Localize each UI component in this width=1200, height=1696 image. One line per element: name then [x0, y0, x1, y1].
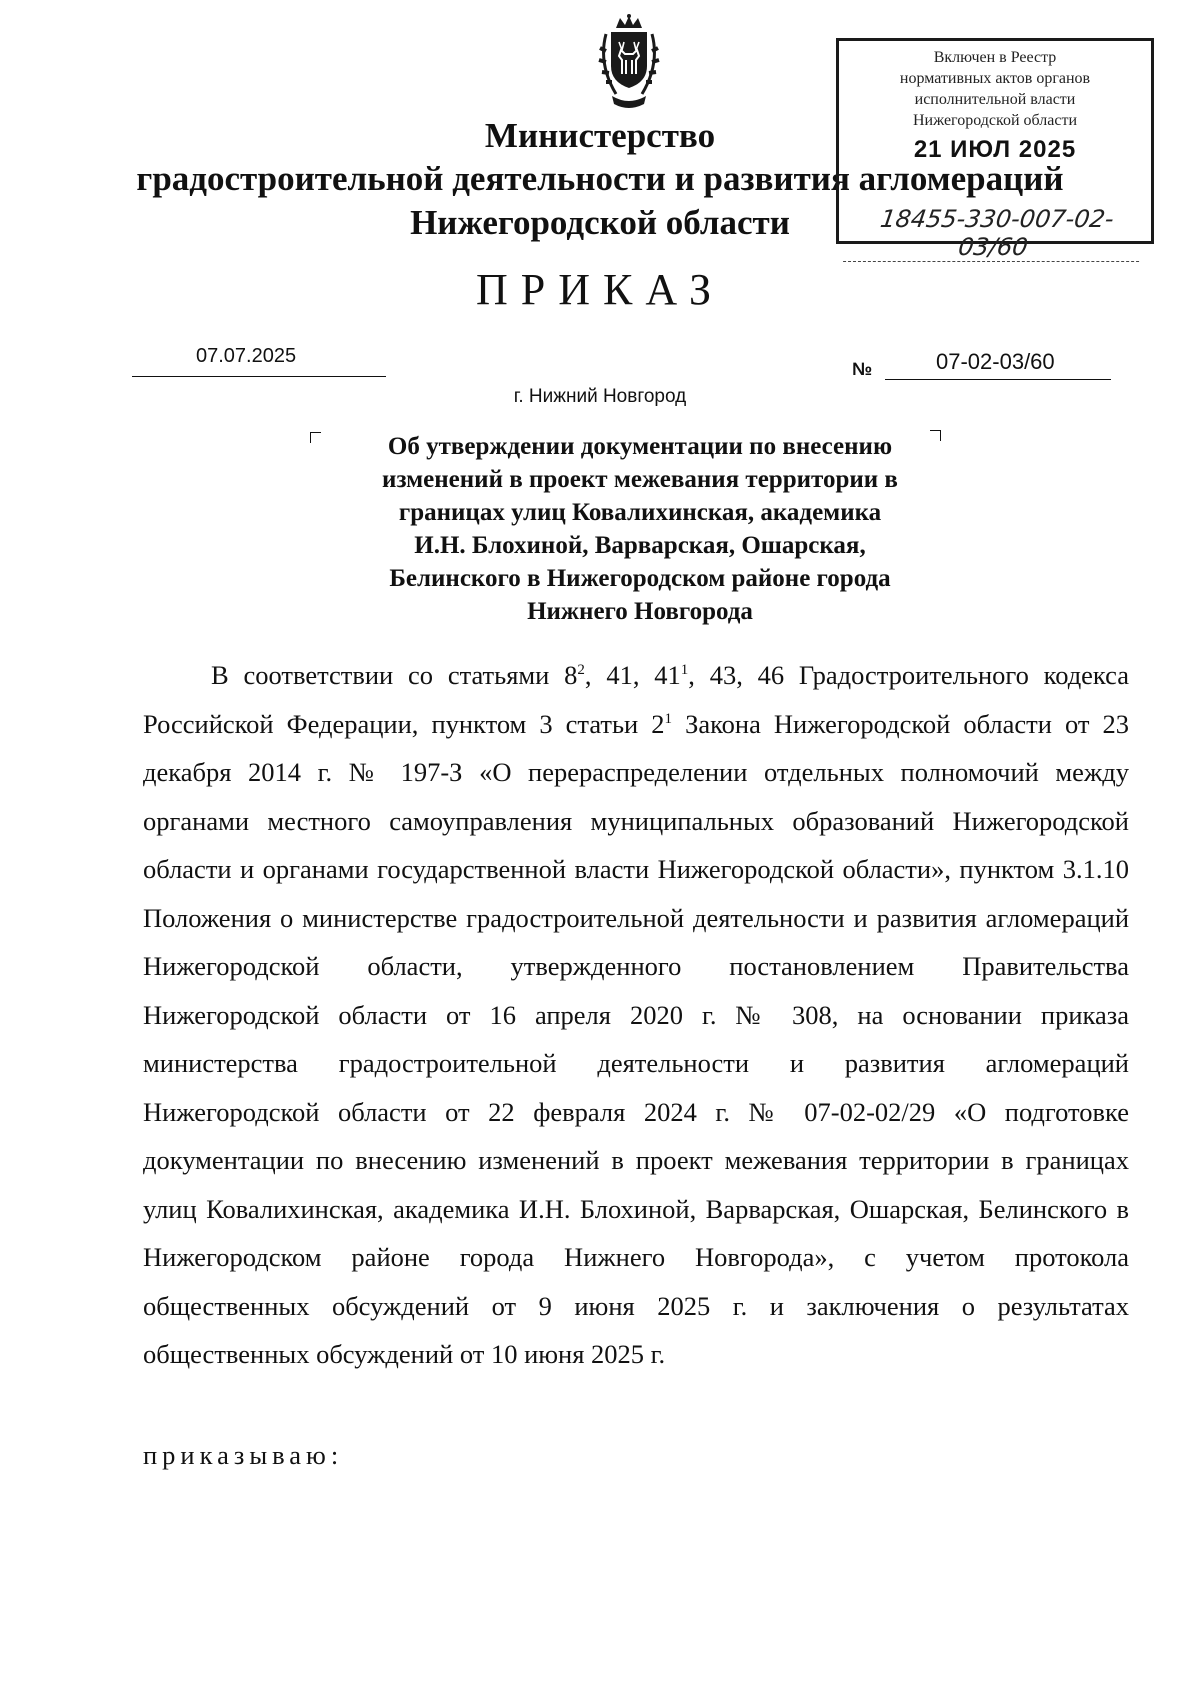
registry-stamp	[836, 38, 1154, 261]
subject-line: Нижнего Новгорода	[527, 598, 753, 625]
order-number: 07-02-03/60	[936, 349, 1055, 374]
body-text-part: , 41, 41	[584, 660, 681, 690]
stamp-line: исполнительной власти	[914, 91, 1076, 108]
subject-line: Об утверждении документации по внесению	[387, 433, 893, 460]
subject-line: Белинского в Нижегородском районе города	[389, 565, 891, 592]
ministry-name-line3: Нижегородской области	[410, 203, 790, 242]
stamp-line: нормативных актов органов	[899, 70, 1091, 87]
order-verb: приказываю:	[143, 1440, 344, 1470]
order-subject	[330, 430, 950, 628]
stamp-date: 21 ИЮЛ 2025	[913, 136, 1077, 163]
body-text-part: , 43, 46 Градостроительного кодекса Российской Федерации, пунктом 3 статьи 2	[143, 660, 1129, 739]
date-underline	[132, 376, 386, 377]
stamp-line: Нижегородской области	[912, 112, 1077, 129]
subject-corner-left	[310, 432, 321, 443]
city: г. Нижний Новгород	[513, 386, 687, 407]
stamp-registration-number: 18455-330-007-02-03/60	[843, 205, 1147, 262]
stamp-line: Включен в Реестр	[933, 49, 1057, 66]
number-sign: №	[852, 359, 873, 379]
body-text-part: В соответствии со статьями 8	[211, 660, 578, 690]
body-text-part: Закона Нижегородской области от 23 декабря 2014 г. № 197-З «О перераспределении отдельных полномочий между органами местного самоуправления муниципальных образований Нижегородской области и органами государственной власти Нижегородской области», пунктом 3.1.10 Положения о министерстве градостроительной деятельности и развития агломераций Нижегородской области, утвержденного постановлением Правительства Нижегородской области от 16 апреля 2020 г. № 308, на основании приказа министерства градостроительной деятельности и развития агломераций Нижегородской области от 22 февраля 2024 г. № 07-02-02/29 «О подготовке документации по внесению изменений в проект межевания территории в границах улиц Ковалихинская, академика И.Н. Блохиной, Варварская, Ошарская, Белинского в Нижегородском районе города Нижнего Новгорода», с учетом протокола общественных обсуждений от 9 июня 2025 г. и заключения о результатах общественных обсуждений от 10 июня 2025 г.	[143, 708, 1129, 1369]
ministry-name-line1: Министерство	[484, 116, 716, 155]
subject-line: И.Н. Блохиной, Варварская, Ошарская,	[414, 532, 866, 559]
subject-line: границах улиц Ковалихинская, академика	[398, 499, 882, 526]
number-underline	[885, 379, 1111, 380]
document-title: ПРИКАЗ	[475, 265, 725, 314]
superscript: 1	[680, 662, 689, 678]
superscript: 1	[664, 710, 673, 727]
order-date: 07.07.2025	[196, 345, 297, 367]
ministry-name-line2: градостроительной деятельности и развития агломераций	[136, 159, 1064, 198]
superscript: 2	[577, 662, 585, 678]
body-paragraph	[143, 651, 1129, 1379]
subject-line: изменений в проект межевания территории в	[382, 466, 898, 493]
coat-of-arms-icon	[586, 14, 672, 114]
